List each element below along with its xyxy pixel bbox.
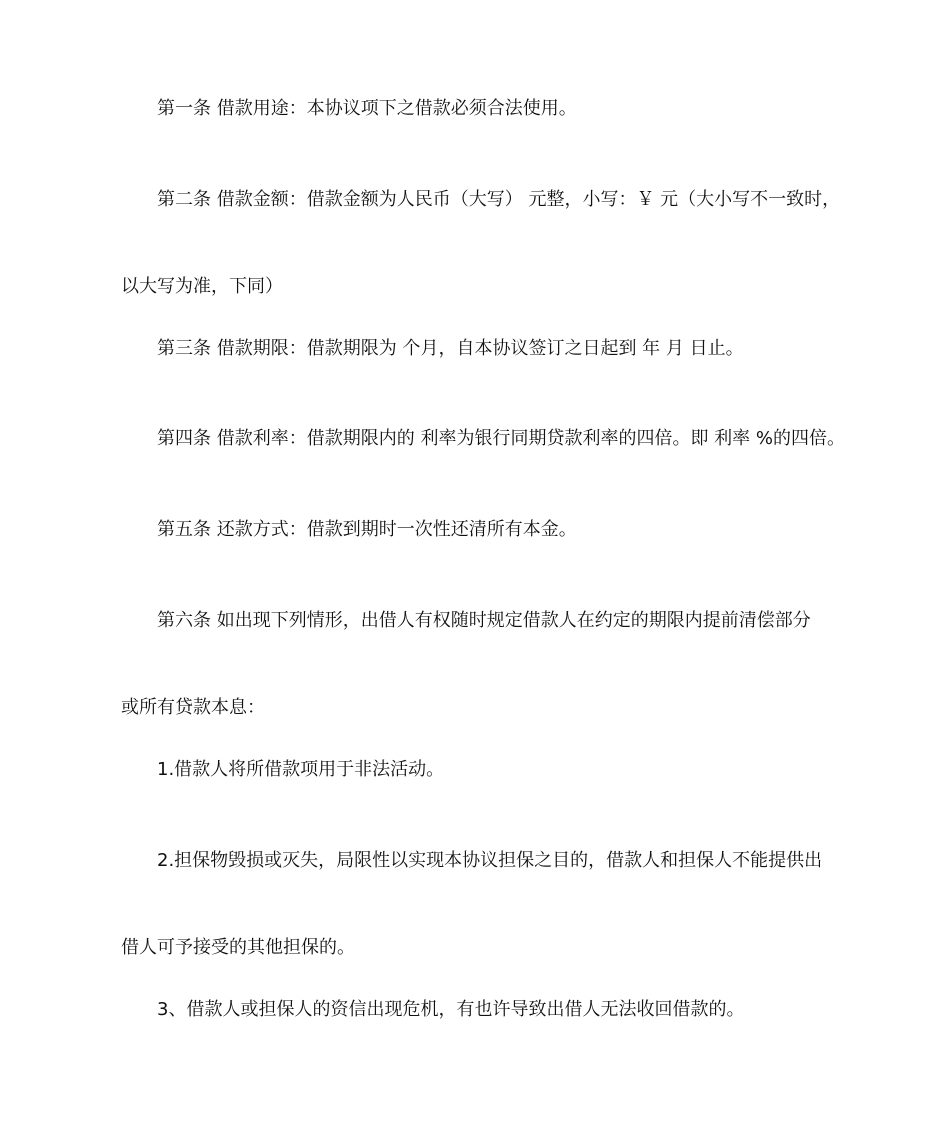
clause-2-loan-amount <box>121 182 841 305</box>
paragraph-line: 第二条 借款金额：借款金额为人民币（大写） 元整，小写：￥ 元（大小写不一致时， <box>157 189 841 210</box>
paragraph-line: 第一条 借款用途：本协议项下之借款必须合法使用。 <box>157 98 577 119</box>
paragraph-line: 第五条 还款方式：借款到期时一次性还清所有本金。 <box>157 519 577 540</box>
clause-3-loan-term <box>121 331 841 367</box>
paragraph-line: 第三条 借款期限：借款期限为 个月，自本协议签订之日起到 年 月 日止。 <box>157 338 744 359</box>
list-item-2 <box>121 843 841 966</box>
paragraph-line: 2.担保物毁损或灭失，局限性以实现本协议担保之目的，借款人和担保人不能提供出 <box>157 850 823 871</box>
clause-6-early-repayment <box>121 603 841 726</box>
paragraph-line: 或所有贷款本息： <box>121 697 265 718</box>
clause-1-loan-purpose <box>121 91 841 127</box>
paragraph-line: 借人可予接受的其他担保的。 <box>121 937 355 958</box>
paragraph-line: 1.借款人将所借款项用于非法活动。 <box>157 759 445 780</box>
paragraph-line: 3、借款人或担保人的资信出现危机，有也许导致出借人无法收回借款的。 <box>157 999 745 1020</box>
list-item-3 <box>121 992 841 1028</box>
clause-4-interest-rate <box>121 421 845 457</box>
paragraph-line: 第六条 如出现下列情形，出借人有权随时规定借款人在约定的期限内提前清偿部分 <box>157 610 811 631</box>
list-item-1 <box>121 752 841 788</box>
paragraph-line: 以大写为准，下同） <box>121 276 283 297</box>
clause-5-repayment <box>121 512 841 548</box>
paragraph-line: 第四条 借款利率：借款期限内的 利率为银行同期贷款利率的四倍。即 利率 %的四倍。 <box>157 428 845 449</box>
